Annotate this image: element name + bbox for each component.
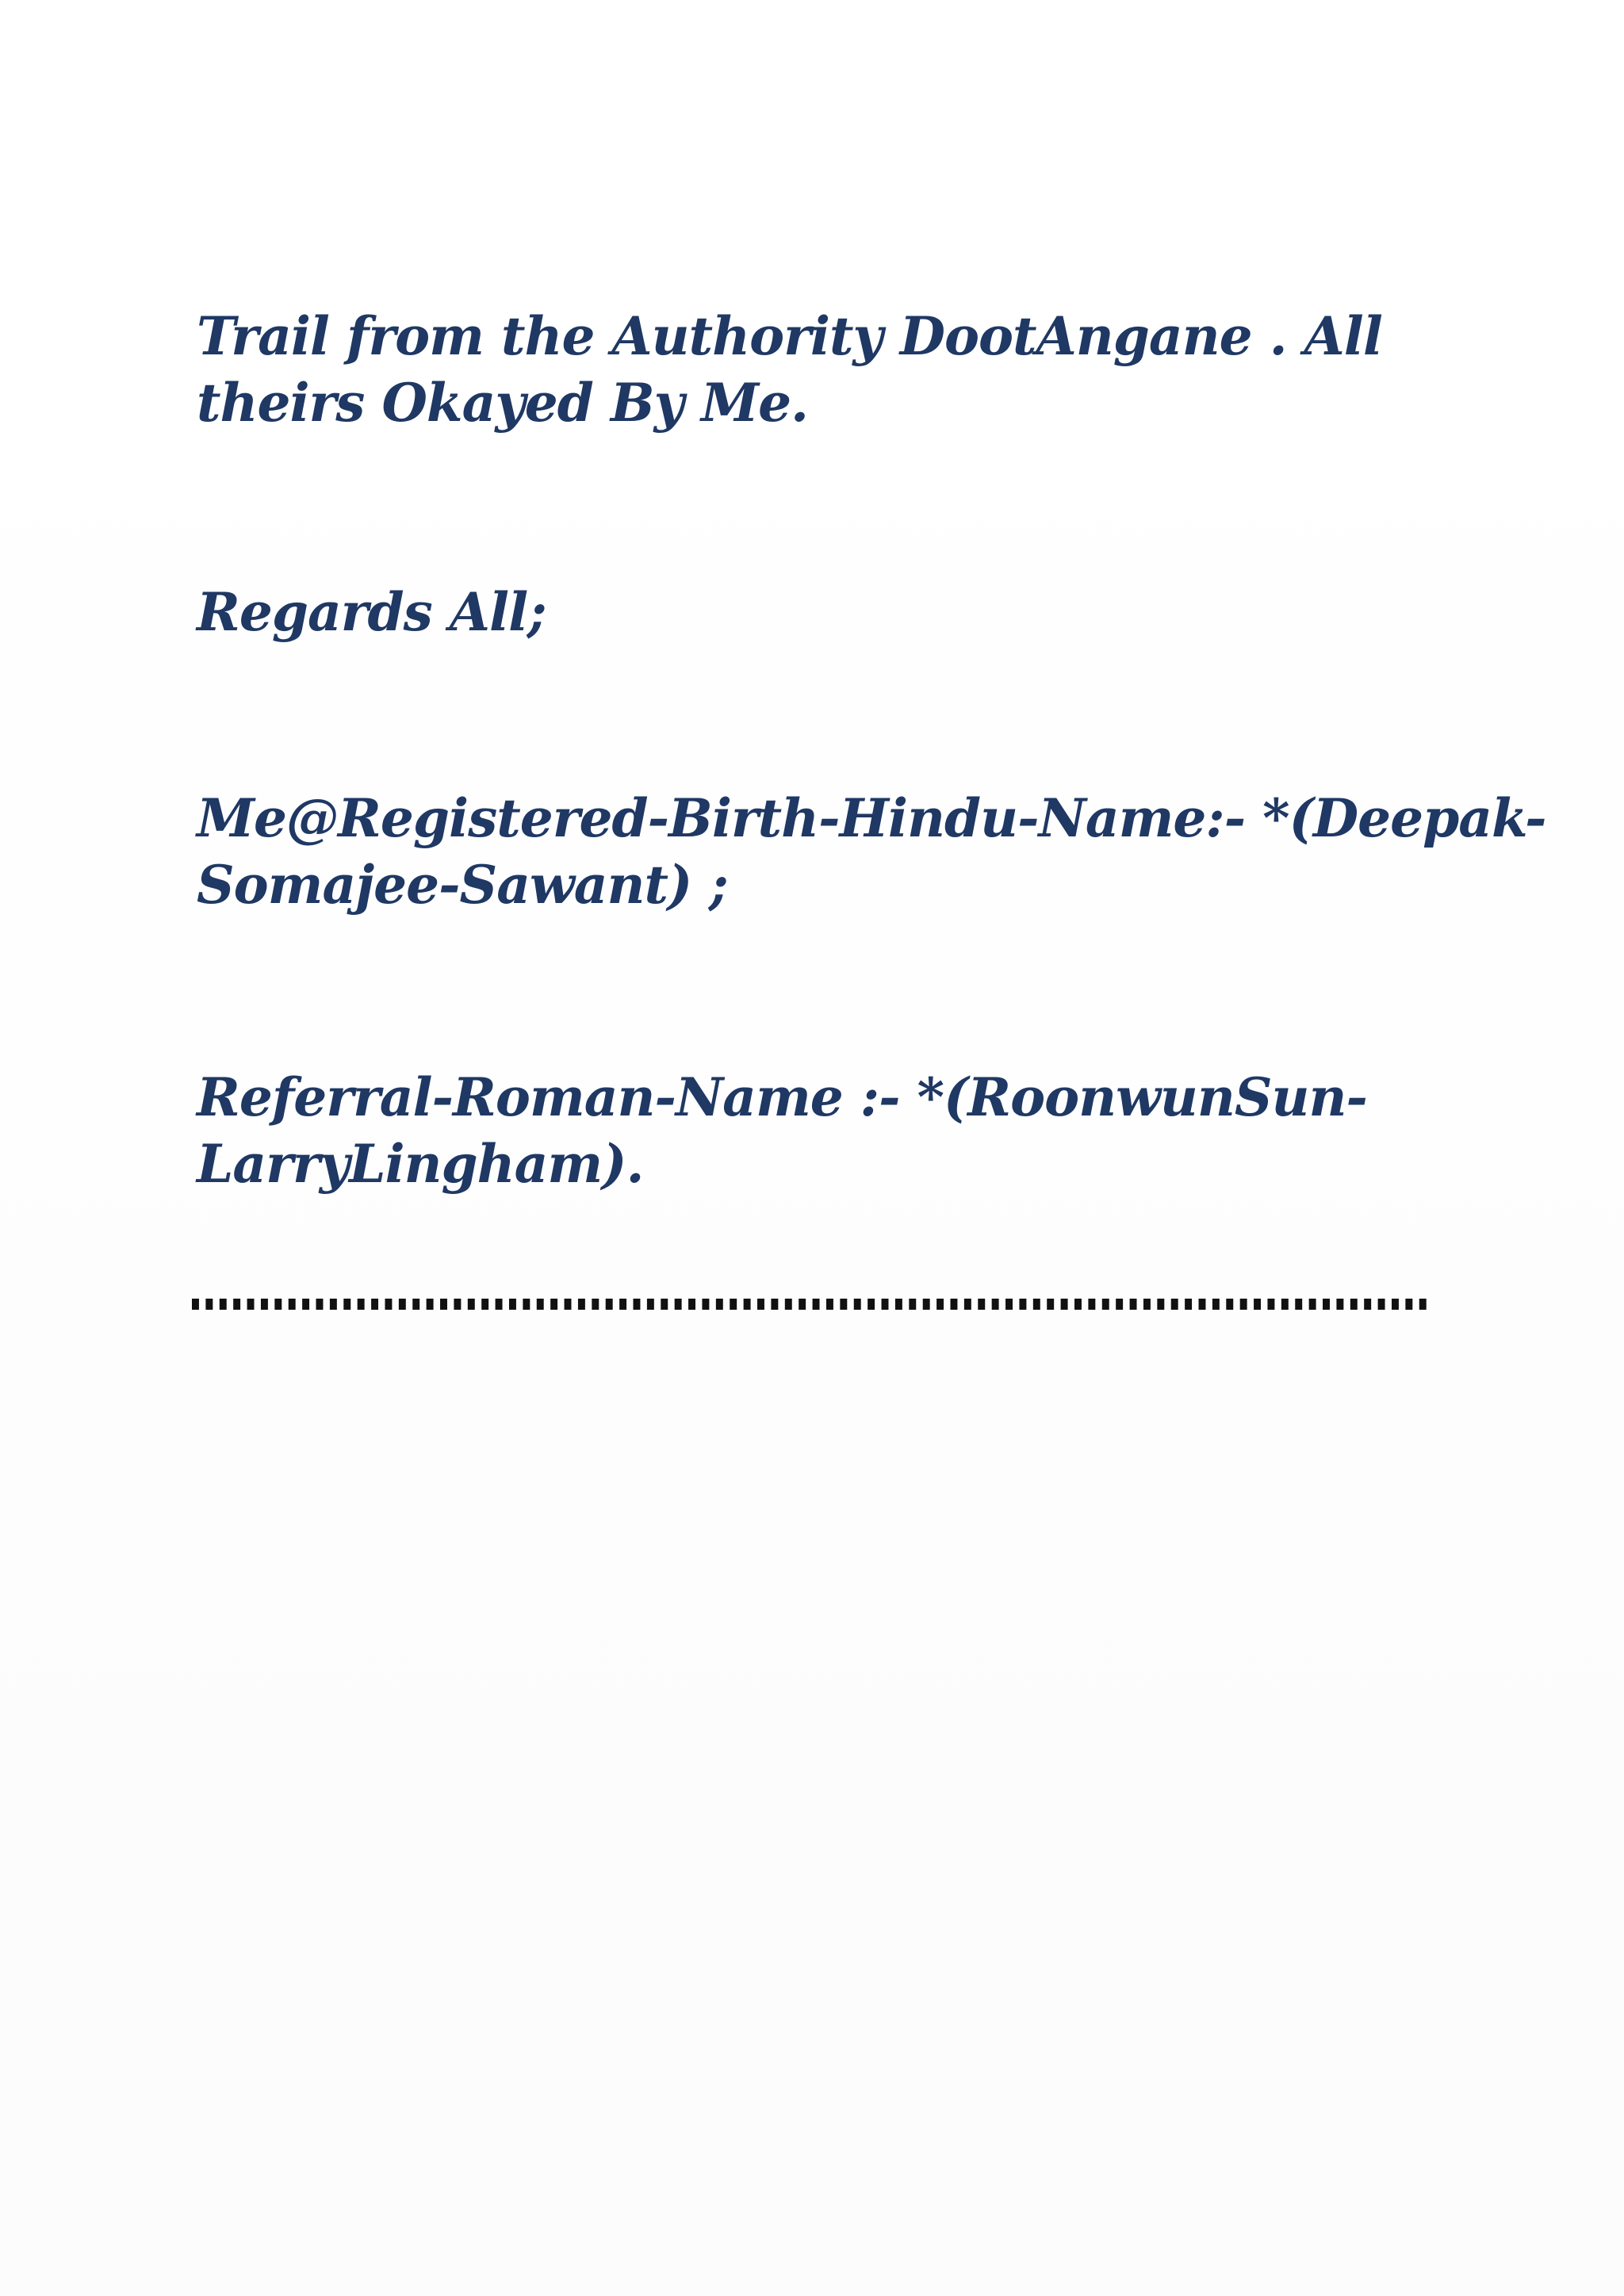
greeting <box>197 579 546 645</box>
text-line: theirs Okayed By Me. <box>197 372 809 434</box>
authority-statement <box>197 303 1382 436</box>
referral-roman-name <box>197 1064 1367 1197</box>
registered-birth-name <box>197 785 1545 918</box>
text-line: Regards All; <box>197 581 546 643</box>
text-line: Me@Registered-Birth-Hindu-Name:- *(Deepak- <box>197 787 1546 849</box>
text-line: Somajee-Sawant) ; <box>197 854 728 916</box>
text-line: Trail from the Authority DootAngane . All <box>197 305 1382 367</box>
text-line: LarryLingham). <box>197 1133 644 1195</box>
text-line: Referral-Roman-Name :- *(RoonwunSun- <box>197 1066 1367 1128</box>
dotted-divider <box>192 1299 1431 1310</box>
